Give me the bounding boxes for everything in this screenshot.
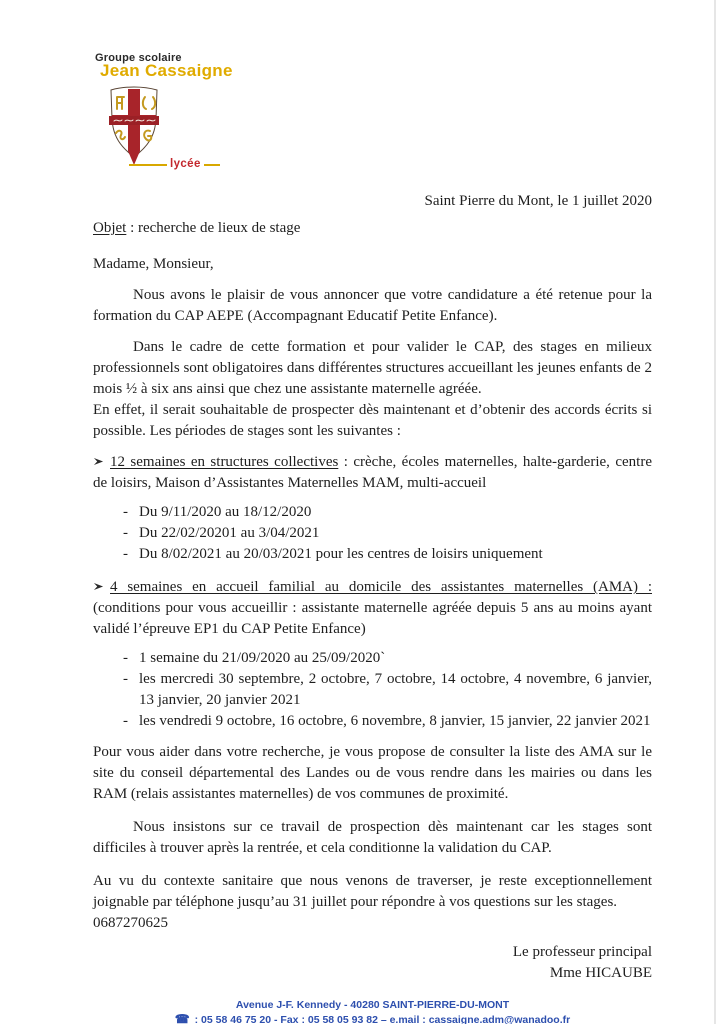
section-title: 4 semaines en accueil familial au domicile des assistantes maternelles (AMA) : bbox=[110, 579, 652, 595]
signature-block bbox=[93, 942, 652, 984]
section-accueil-familial-heading bbox=[93, 577, 652, 640]
list-item-text: les vendredi 9 octobre, 16 octobre, 6 novembre, 8 janvier, 15 janvier, 22 janvier 2021 bbox=[139, 713, 651, 729]
lycee-label: lycée bbox=[170, 158, 201, 170]
list-item bbox=[93, 711, 652, 732]
subject-text: : recherche de lieux de stage bbox=[126, 220, 301, 236]
dash-bullet: - bbox=[123, 546, 128, 562]
dates-list-structures bbox=[93, 502, 652, 565]
footer bbox=[93, 998, 652, 1024]
list-item bbox=[93, 648, 652, 669]
paragraph-intro: Nous avons le plaisir de vous annoncer que votre candidature a été retenue pour la formation du CAP AEPE (Accompagnant Educatif Petite Enfance). bbox=[93, 287, 652, 324]
dash-bullet: - bbox=[123, 504, 128, 520]
footer-contact-line bbox=[93, 1012, 652, 1024]
footer-contacts: : 05 58 46 75 20 - Fax : 05 58 05 93 82 – e.mail : cassaigne.adm@wanadoo.fr bbox=[191, 1014, 571, 1024]
phone-icon: ☎ bbox=[174, 1012, 190, 1024]
subject-line bbox=[93, 218, 652, 239]
paragraph-formation: Dans le cadre de cette formation et pour valider le CAP, des stages en milieux professionnels sont obligatoires dans différentes structures accueillant les jeunes enfants de 2 mois ½ à six ans ainsi que chez une assistante maternelle agréée. bbox=[93, 339, 652, 397]
dates-list-ama bbox=[93, 648, 652, 732]
list-item bbox=[93, 502, 652, 523]
list-item bbox=[93, 523, 652, 544]
gold-dash-line bbox=[129, 164, 167, 166]
dash-bullet: - bbox=[123, 713, 128, 729]
list-item-text: Du 22/02/20201 au 3/04/2021 bbox=[139, 525, 320, 541]
paragraph-en-effet: En effet, il serait souhaitable de prospecter dès maintenant et d’obtenir des accords écrits si possible. Les périodes de stages sont les suivantes : bbox=[93, 402, 652, 439]
dateline: Saint Pierre du Mont, le 1 juillet 2020 bbox=[424, 193, 652, 209]
logo-group-label: Groupe scolaire bbox=[95, 52, 182, 64]
lycee-badge bbox=[129, 154, 220, 175]
arrow-bullet-icon bbox=[93, 577, 110, 598]
dash-bullet: - bbox=[123, 650, 128, 666]
list-item bbox=[93, 544, 652, 565]
gold-dash-line bbox=[204, 164, 220, 166]
list-item bbox=[93, 669, 652, 711]
salutation: Madame, Monsieur, bbox=[93, 256, 214, 272]
list-item-text: 1 semaine du 21/09/2020 au 25/09/2020` bbox=[139, 650, 386, 666]
section-rest: : crèche, écoles maternelles, halte-garderie, centre de loisirs, Maison d’Assistantes Maternelles MAM, multi-accueil bbox=[93, 454, 652, 491]
dash-bullet: - bbox=[123, 671, 128, 687]
dash-bullet: - bbox=[123, 525, 128, 541]
section-structures-collectives-heading bbox=[93, 452, 652, 494]
logo-school-name: Jean Cassaigne bbox=[100, 61, 233, 80]
list-item-text: Du 9/11/2020 au 18/12/2020 bbox=[139, 504, 312, 520]
scan-edge-line bbox=[714, 0, 716, 1024]
school-logo bbox=[95, 52, 652, 170]
paragraph-contact: Au vu du contexte sanitaire que nous venons de traverser, je reste exceptionnellement joignable par téléphone jusqu’au 31 juillet pour répondre à vos questions sur les stages. bbox=[93, 873, 652, 910]
list-item-text: Du 8/02/2021 au 20/03/2021 pour les centres de loisirs uniquement bbox=[139, 546, 543, 562]
arrow-bullet-icon bbox=[93, 452, 110, 473]
footer-address: Avenue J-F. Kennedy - 40280 SAINT-PIERRE-DU-MONT bbox=[235, 999, 510, 1011]
list-item-text: les mercredi 30 septembre, 2 octobre, 7 octobre, 14 octobre, 4 novembre, 6 janvier, 13 janvier, 20 janvier 2021 bbox=[139, 671, 652, 708]
paragraph-insist: Nous insistons sur ce travail de prospection dès maintenant car les stages sont difficiles à trouver après la rentrée, et cela conditionne la validation du CAP. bbox=[93, 819, 652, 856]
phone-number: 0687270625 bbox=[93, 915, 168, 931]
paragraph-help: Pour vous aider dans votre recherche, je vous propose de consulter la liste des AMA sur le site du conseil départemental des Landes ou de vous rendre dans les mairies ou dans les RAM (relais assistantes maternelles) de vos communes de proximité. bbox=[93, 744, 652, 802]
signature-role: Le professeur principal bbox=[512, 944, 652, 960]
section-rest: (conditions pour vous accueillir : assistante maternelle agréée depuis 5 ans au moins ayant validé l’épreuve EP1 du CAP Petite Enfance) bbox=[93, 600, 652, 637]
signature-name: Mme HICAUBE bbox=[549, 965, 652, 981]
subject-label: Objet bbox=[93, 220, 127, 236]
section-title: 12 semaines en structures collectives bbox=[110, 454, 339, 470]
